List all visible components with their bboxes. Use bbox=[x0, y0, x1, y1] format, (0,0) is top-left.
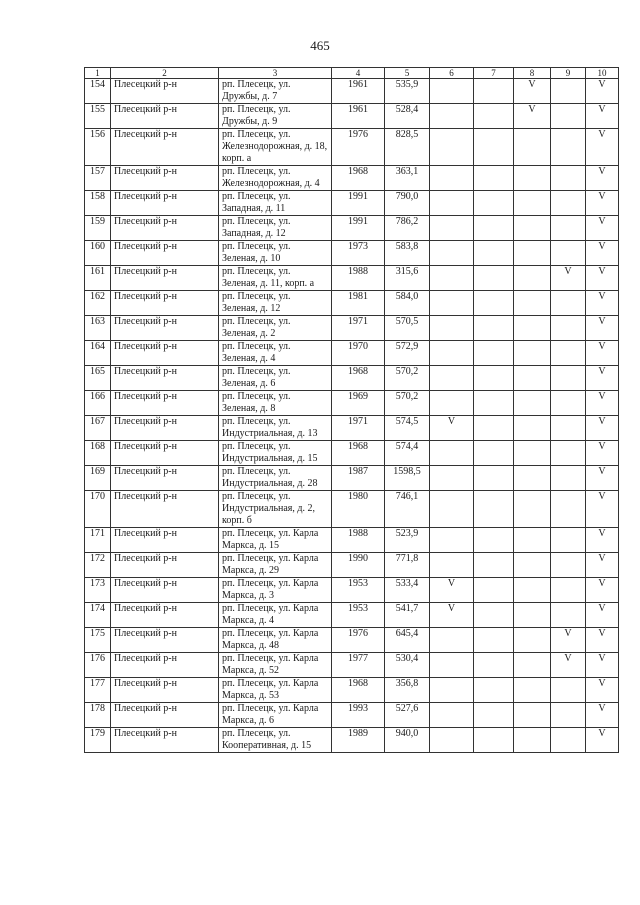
row-number: 154 bbox=[85, 79, 111, 104]
district-cell: Плесецкий р-н bbox=[111, 728, 219, 753]
mark-col-7 bbox=[474, 316, 514, 341]
mark-col-7 bbox=[474, 104, 514, 129]
year-cell: 1988 bbox=[332, 528, 385, 553]
row-number: 160 bbox=[85, 241, 111, 266]
row-number: 155 bbox=[85, 104, 111, 129]
table-row bbox=[85, 366, 619, 391]
table-row bbox=[85, 678, 619, 703]
mark-col-9 bbox=[551, 79, 586, 104]
mark-col-7 bbox=[474, 341, 514, 366]
mark-col-8: V bbox=[514, 79, 551, 104]
mark-col-10: V bbox=[586, 291, 619, 316]
address-cell: рп. Плесецк, ул. Карла Маркса, д. 52 bbox=[219, 653, 332, 678]
address-cell: рп. Плесецк, ул. Западная, д. 11 bbox=[219, 191, 332, 216]
mark-col-10: V bbox=[586, 191, 619, 216]
table-row bbox=[85, 528, 619, 553]
mark-col-6 bbox=[430, 366, 474, 391]
mark-col-7 bbox=[474, 416, 514, 441]
district-cell: Плесецкий р-н bbox=[111, 266, 219, 291]
address-cell: рп. Плесецк, ул. Индустриальная, д. 28 bbox=[219, 466, 332, 491]
mark-col-9 bbox=[551, 553, 586, 578]
housing-register-table bbox=[84, 67, 619, 753]
district-cell: Плесецкий р-н bbox=[111, 528, 219, 553]
district-cell: Плесецкий р-н bbox=[111, 104, 219, 129]
mark-col-7 bbox=[474, 703, 514, 728]
mark-col-8 bbox=[514, 166, 551, 191]
year-cell: 1989 bbox=[332, 728, 385, 753]
area-cell: 363,1 bbox=[385, 166, 430, 191]
mark-col-8 bbox=[514, 728, 551, 753]
year-cell: 1980 bbox=[332, 491, 385, 528]
area-cell: 535,9 bbox=[385, 79, 430, 104]
mark-col-7 bbox=[474, 466, 514, 491]
mark-col-10: V bbox=[586, 341, 619, 366]
mark-col-6: V bbox=[430, 578, 474, 603]
mark-col-9 bbox=[551, 491, 586, 528]
year-cell: 1971 bbox=[332, 416, 385, 441]
year-cell: 1969 bbox=[332, 391, 385, 416]
table-row bbox=[85, 628, 619, 653]
area-cell: 790,0 bbox=[385, 191, 430, 216]
row-number: 173 bbox=[85, 578, 111, 603]
district-cell: Плесецкий р-н bbox=[111, 703, 219, 728]
area-cell: 523,9 bbox=[385, 528, 430, 553]
mark-col-10: V bbox=[586, 266, 619, 291]
row-number: 163 bbox=[85, 316, 111, 341]
mark-col-7 bbox=[474, 291, 514, 316]
year-cell: 1976 bbox=[332, 129, 385, 166]
area-cell: 533,4 bbox=[385, 578, 430, 603]
mark-col-8 bbox=[514, 316, 551, 341]
mark-col-9: V bbox=[551, 266, 586, 291]
mark-col-10: V bbox=[586, 528, 619, 553]
mark-col-6 bbox=[430, 678, 474, 703]
area-cell: 828,5 bbox=[385, 129, 430, 166]
mark-col-9 bbox=[551, 104, 586, 129]
address-cell: рп. Плесецк, ул. Железнодорожная, д. 4 bbox=[219, 166, 332, 191]
page-number: 465 bbox=[310, 38, 330, 53]
mark-col-9 bbox=[551, 703, 586, 728]
area-cell: 940,0 bbox=[385, 728, 430, 753]
address-cell: рп. Плесецк, ул. Карла Маркса, д. 4 bbox=[219, 603, 332, 628]
table-row bbox=[85, 129, 619, 166]
mark-col-6 bbox=[430, 628, 474, 653]
mark-col-8 bbox=[514, 391, 551, 416]
row-number: 159 bbox=[85, 216, 111, 241]
address-cell: рп. Плесецк, ул. Карла Маркса, д. 48 bbox=[219, 628, 332, 653]
area-cell: 570,2 bbox=[385, 391, 430, 416]
area-cell: 527,6 bbox=[385, 703, 430, 728]
year-cell: 1993 bbox=[332, 703, 385, 728]
mark-col-8 bbox=[514, 216, 551, 241]
area-cell: 356,8 bbox=[385, 678, 430, 703]
mark-col-6 bbox=[430, 341, 474, 366]
column-number-2: 2 bbox=[111, 68, 219, 79]
column-number-7: 7 bbox=[474, 68, 514, 79]
mark-col-10: V bbox=[586, 104, 619, 129]
table-row bbox=[85, 291, 619, 316]
area-cell: 746,1 bbox=[385, 491, 430, 528]
mark-col-8 bbox=[514, 416, 551, 441]
mark-col-6 bbox=[430, 104, 474, 129]
area-cell: 315,6 bbox=[385, 266, 430, 291]
mark-col-7 bbox=[474, 578, 514, 603]
address-cell: рп. Плесецк, ул. Индустриальная, д. 2, корп. б bbox=[219, 491, 332, 528]
address-cell: рп. Плесецк, ул. Индустриальная, д. 15 bbox=[219, 441, 332, 466]
mark-col-9 bbox=[551, 216, 586, 241]
district-cell: Плесецкий р-н bbox=[111, 216, 219, 241]
mark-col-10: V bbox=[586, 678, 619, 703]
table-row bbox=[85, 466, 619, 491]
mark-col-8: V bbox=[514, 104, 551, 129]
area-cell: 584,0 bbox=[385, 291, 430, 316]
mark-col-9 bbox=[551, 441, 586, 466]
address-cell: рп. Плесецк, ул. Дружбы, д. 7 bbox=[219, 79, 332, 104]
mark-col-8 bbox=[514, 578, 551, 603]
row-number: 161 bbox=[85, 266, 111, 291]
district-cell: Плесецкий р-н bbox=[111, 491, 219, 528]
year-cell: 1968 bbox=[332, 166, 385, 191]
table-row bbox=[85, 104, 619, 129]
address-cell: рп. Плесецк, ул. Зеленая, д. 11, корп. а bbox=[219, 266, 332, 291]
row-number: 169 bbox=[85, 466, 111, 491]
mark-col-8 bbox=[514, 653, 551, 678]
district-cell: Плесецкий р-н bbox=[111, 166, 219, 191]
mark-col-9 bbox=[551, 578, 586, 603]
mark-col-6 bbox=[430, 553, 474, 578]
area-cell: 541,7 bbox=[385, 603, 430, 628]
mark-col-8 bbox=[514, 528, 551, 553]
mark-col-6 bbox=[430, 528, 474, 553]
column-number-row bbox=[85, 68, 619, 79]
row-number: 171 bbox=[85, 528, 111, 553]
mark-col-6 bbox=[430, 391, 474, 416]
row-number: 158 bbox=[85, 191, 111, 216]
mark-col-8 bbox=[514, 291, 551, 316]
mark-col-6 bbox=[430, 129, 474, 166]
mark-col-7 bbox=[474, 491, 514, 528]
column-number-8: 8 bbox=[514, 68, 551, 79]
address-cell: рп. Плесецк, ул. Зеленая, д. 12 bbox=[219, 291, 332, 316]
mark-col-7 bbox=[474, 528, 514, 553]
mark-col-10: V bbox=[586, 316, 619, 341]
address-cell: рп. Плесецк, ул. Карла Маркса, д. 3 bbox=[219, 578, 332, 603]
mark-col-8 bbox=[514, 129, 551, 166]
table-row bbox=[85, 441, 619, 466]
table-row bbox=[85, 553, 619, 578]
mark-col-6 bbox=[430, 653, 474, 678]
mark-col-7 bbox=[474, 653, 514, 678]
area-cell: 528,4 bbox=[385, 104, 430, 129]
row-number: 176 bbox=[85, 653, 111, 678]
mark-col-10: V bbox=[586, 653, 619, 678]
mark-col-10: V bbox=[586, 391, 619, 416]
mark-col-10: V bbox=[586, 216, 619, 241]
district-cell: Плесецкий р-н bbox=[111, 316, 219, 341]
mark-col-9 bbox=[551, 316, 586, 341]
column-number-1: 1 bbox=[85, 68, 111, 79]
address-cell: рп. Плесецк, ул. Карла Маркса, д. 29 bbox=[219, 553, 332, 578]
district-cell: Плесецкий р-н bbox=[111, 628, 219, 653]
year-cell: 1968 bbox=[332, 441, 385, 466]
row-number: 175 bbox=[85, 628, 111, 653]
mark-col-7 bbox=[474, 553, 514, 578]
mark-col-9 bbox=[551, 166, 586, 191]
mark-col-8 bbox=[514, 441, 551, 466]
table-row bbox=[85, 166, 619, 191]
year-cell: 1976 bbox=[332, 628, 385, 653]
district-cell: Плесецкий р-н bbox=[111, 416, 219, 441]
district-cell: Плесецкий р-н bbox=[111, 441, 219, 466]
mark-col-6 bbox=[430, 491, 474, 528]
year-cell: 1988 bbox=[332, 266, 385, 291]
mark-col-9 bbox=[551, 466, 586, 491]
mark-col-6 bbox=[430, 216, 474, 241]
mark-col-7 bbox=[474, 216, 514, 241]
mark-col-9 bbox=[551, 191, 586, 216]
mark-col-8 bbox=[514, 553, 551, 578]
year-cell: 1961 bbox=[332, 79, 385, 104]
area-cell: 786,2 bbox=[385, 216, 430, 241]
mark-col-6 bbox=[430, 291, 474, 316]
area-cell: 645,4 bbox=[385, 628, 430, 653]
mark-col-7 bbox=[474, 79, 514, 104]
area-cell: 574,5 bbox=[385, 416, 430, 441]
mark-col-7 bbox=[474, 129, 514, 166]
year-cell: 1970 bbox=[332, 341, 385, 366]
mark-col-10: V bbox=[586, 728, 619, 753]
area-cell: 574,4 bbox=[385, 441, 430, 466]
mark-col-6 bbox=[430, 316, 474, 341]
row-number: 165 bbox=[85, 366, 111, 391]
table-row bbox=[85, 191, 619, 216]
mark-col-9: V bbox=[551, 653, 586, 678]
year-cell: 1977 bbox=[332, 653, 385, 678]
district-cell: Плесецкий р-н bbox=[111, 553, 219, 578]
mark-col-6: V bbox=[430, 416, 474, 441]
district-cell: Плесецкий р-н bbox=[111, 603, 219, 628]
address-cell: рп. Плесецк, ул. Железнодорожная, д. 18, корп. а bbox=[219, 129, 332, 166]
district-cell: Плесецкий р-н bbox=[111, 79, 219, 104]
mark-col-10: V bbox=[586, 578, 619, 603]
district-cell: Плесецкий р-н bbox=[111, 678, 219, 703]
table-row bbox=[85, 491, 619, 528]
mark-col-6 bbox=[430, 241, 474, 266]
row-number: 157 bbox=[85, 166, 111, 191]
mark-col-8 bbox=[514, 191, 551, 216]
mark-col-9 bbox=[551, 416, 586, 441]
mark-col-9 bbox=[551, 291, 586, 316]
row-number: 170 bbox=[85, 491, 111, 528]
year-cell: 1990 bbox=[332, 553, 385, 578]
column-number-6: 6 bbox=[430, 68, 474, 79]
mark-col-10: V bbox=[586, 491, 619, 528]
district-cell: Плесецкий р-н bbox=[111, 341, 219, 366]
mark-col-9: V bbox=[551, 628, 586, 653]
address-cell: рп. Плесецк, ул. Зеленая, д. 4 bbox=[219, 341, 332, 366]
mark-col-7 bbox=[474, 603, 514, 628]
address-cell: рп. Плесецк, ул. Кооперативная, д. 15 bbox=[219, 728, 332, 753]
year-cell: 1971 bbox=[332, 316, 385, 341]
area-cell: 570,5 bbox=[385, 316, 430, 341]
mark-col-6 bbox=[430, 728, 474, 753]
mark-col-7 bbox=[474, 391, 514, 416]
column-number-3: 3 bbox=[219, 68, 332, 79]
mark-col-10: V bbox=[586, 416, 619, 441]
row-number: 167 bbox=[85, 416, 111, 441]
mark-col-6 bbox=[430, 266, 474, 291]
mark-col-8 bbox=[514, 366, 551, 391]
mark-col-10: V bbox=[586, 466, 619, 491]
mark-col-8 bbox=[514, 628, 551, 653]
year-cell: 1991 bbox=[332, 216, 385, 241]
address-cell: рп. Плесецк, ул. Индустриальная, д. 13 bbox=[219, 416, 332, 441]
mark-col-6 bbox=[430, 466, 474, 491]
area-cell: 1598,5 bbox=[385, 466, 430, 491]
mark-col-8 bbox=[514, 603, 551, 628]
table-row bbox=[85, 241, 619, 266]
address-cell: рп. Плесецк, ул. Зеленая, д. 10 bbox=[219, 241, 332, 266]
address-cell: рп. Плесецк, ул. Карла Маркса, д. 6 bbox=[219, 703, 332, 728]
mark-col-10: V bbox=[586, 603, 619, 628]
year-cell: 1991 bbox=[332, 191, 385, 216]
mark-col-9 bbox=[551, 528, 586, 553]
district-cell: Плесецкий р-н bbox=[111, 466, 219, 491]
mark-col-6 bbox=[430, 441, 474, 466]
row-number: 172 bbox=[85, 553, 111, 578]
table-row bbox=[85, 728, 619, 753]
mark-col-7 bbox=[474, 366, 514, 391]
address-cell: рп. Плесецк, ул. Западная, д. 12 bbox=[219, 216, 332, 241]
table-row bbox=[85, 79, 619, 104]
table-row bbox=[85, 578, 619, 603]
mark-col-9 bbox=[551, 678, 586, 703]
row-number: 156 bbox=[85, 129, 111, 166]
row-number: 166 bbox=[85, 391, 111, 416]
year-cell: 1953 bbox=[332, 578, 385, 603]
year-cell: 1968 bbox=[332, 678, 385, 703]
mark-col-10: V bbox=[586, 366, 619, 391]
address-cell: рп. Плесецк, ул. Зеленая, д. 2 bbox=[219, 316, 332, 341]
mark-col-9 bbox=[551, 129, 586, 166]
row-number: 174 bbox=[85, 603, 111, 628]
mark-col-6 bbox=[430, 166, 474, 191]
area-cell: 530,4 bbox=[385, 653, 430, 678]
year-cell: 1953 bbox=[332, 603, 385, 628]
mark-col-9 bbox=[551, 603, 586, 628]
mark-col-7 bbox=[474, 266, 514, 291]
mark-col-10: V bbox=[586, 79, 619, 104]
table-row bbox=[85, 316, 619, 341]
mark-col-10: V bbox=[586, 166, 619, 191]
mark-col-7 bbox=[474, 678, 514, 703]
district-cell: Плесецкий р-н bbox=[111, 578, 219, 603]
area-cell: 570,2 bbox=[385, 366, 430, 391]
mark-col-7 bbox=[474, 241, 514, 266]
mark-col-8 bbox=[514, 678, 551, 703]
district-cell: Плесецкий р-н bbox=[111, 241, 219, 266]
table-row bbox=[85, 653, 619, 678]
mark-col-9 bbox=[551, 241, 586, 266]
mark-col-6: V bbox=[430, 603, 474, 628]
row-number: 164 bbox=[85, 341, 111, 366]
year-cell: 1961 bbox=[332, 104, 385, 129]
table-row bbox=[85, 416, 619, 441]
mark-col-7 bbox=[474, 728, 514, 753]
district-cell: Плесецкий р-н bbox=[111, 191, 219, 216]
row-number: 162 bbox=[85, 291, 111, 316]
address-cell: рп. Плесецк, ул. Дружбы, д. 9 bbox=[219, 104, 332, 129]
mark-col-7 bbox=[474, 441, 514, 466]
mark-col-10: V bbox=[586, 628, 619, 653]
mark-col-8 bbox=[514, 466, 551, 491]
year-cell: 1981 bbox=[332, 291, 385, 316]
column-number-5: 5 bbox=[385, 68, 430, 79]
mark-col-9 bbox=[551, 366, 586, 391]
district-cell: Плесецкий р-н bbox=[111, 366, 219, 391]
address-cell: рп. Плесецк, ул. Зеленая, д. 8 bbox=[219, 391, 332, 416]
table-row bbox=[85, 703, 619, 728]
mark-col-8 bbox=[514, 703, 551, 728]
district-cell: Плесецкий р-н bbox=[111, 291, 219, 316]
row-number: 179 bbox=[85, 728, 111, 753]
mark-col-7 bbox=[474, 628, 514, 653]
mark-col-10: V bbox=[586, 129, 619, 166]
mark-col-10: V bbox=[586, 441, 619, 466]
year-cell: 1968 bbox=[332, 366, 385, 391]
area-cell: 583,8 bbox=[385, 241, 430, 266]
mark-col-6 bbox=[430, 703, 474, 728]
table-row bbox=[85, 341, 619, 366]
mark-col-10: V bbox=[586, 703, 619, 728]
district-cell: Плесецкий р-н bbox=[111, 129, 219, 166]
district-cell: Плесецкий р-н bbox=[111, 653, 219, 678]
table-row bbox=[85, 391, 619, 416]
address-cell: рп. Плесецк, ул. Карла Маркса, д. 53 bbox=[219, 678, 332, 703]
mark-col-9 bbox=[551, 728, 586, 753]
table-row bbox=[85, 603, 619, 628]
year-cell: 1987 bbox=[332, 466, 385, 491]
table-row bbox=[85, 266, 619, 291]
column-number-10: 10 bbox=[586, 68, 619, 79]
area-cell: 771,8 bbox=[385, 553, 430, 578]
area-cell: 572,9 bbox=[385, 341, 430, 366]
mark-col-8 bbox=[514, 491, 551, 528]
mark-col-7 bbox=[474, 191, 514, 216]
mark-col-6 bbox=[430, 191, 474, 216]
column-number-9: 9 bbox=[551, 68, 586, 79]
row-number: 168 bbox=[85, 441, 111, 466]
column-number-4: 4 bbox=[332, 68, 385, 79]
mark-col-9 bbox=[551, 341, 586, 366]
mark-col-8 bbox=[514, 241, 551, 266]
mark-col-8 bbox=[514, 266, 551, 291]
address-cell: рп. Плесецк, ул. Карла Маркса, д. 15 bbox=[219, 528, 332, 553]
row-number: 177 bbox=[85, 678, 111, 703]
mark-col-6 bbox=[430, 79, 474, 104]
mark-col-8 bbox=[514, 341, 551, 366]
table-row bbox=[85, 216, 619, 241]
year-cell: 1973 bbox=[332, 241, 385, 266]
mark-col-10: V bbox=[586, 553, 619, 578]
mark-col-9 bbox=[551, 391, 586, 416]
address-cell: рп. Плесецк, ул. Зеленая, д. 6 bbox=[219, 366, 332, 391]
mark-col-10: V bbox=[586, 241, 619, 266]
district-cell: Плесецкий р-н bbox=[111, 391, 219, 416]
row-number: 178 bbox=[85, 703, 111, 728]
mark-col-7 bbox=[474, 166, 514, 191]
